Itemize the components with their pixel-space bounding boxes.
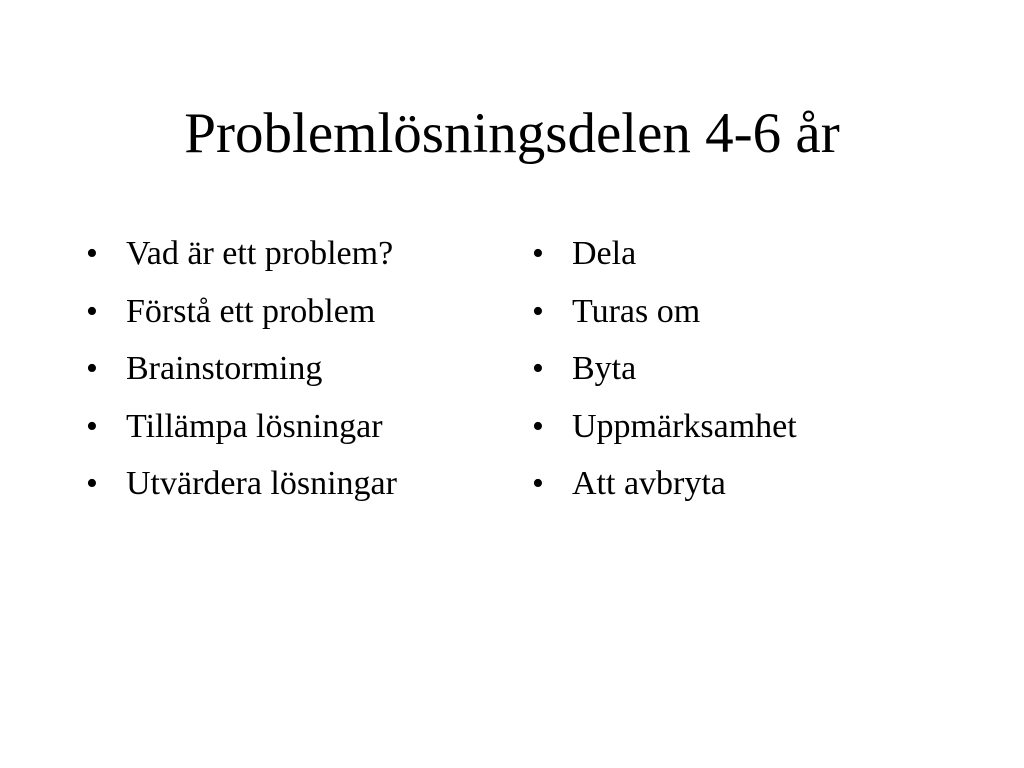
bullet-text: Brainstorming — [126, 350, 323, 387]
bullet-text: Dela — [572, 235, 637, 272]
bullet-item — [86, 347, 506, 405]
bullet-text: Vad är ett problem? — [126, 235, 394, 272]
bullet-text: Byta — [572, 350, 637, 387]
bullet-item — [86, 290, 506, 348]
bullet-icon: • — [532, 465, 544, 502]
bullet-item — [532, 232, 952, 290]
bullet-icon: • — [532, 407, 544, 445]
bullet-item — [532, 462, 952, 520]
bullet-text: Turas om — [572, 292, 701, 330]
slide-title: Problemlösningsdelen 4-6 år — [184, 102, 840, 165]
bullet-icon: • — [86, 292, 98, 330]
left-bullet-list — [86, 232, 506, 520]
bullet-text: Utvärdera lösningar — [126, 465, 397, 502]
bullet-text: Tillämpa lösningar — [126, 407, 383, 445]
bullet-item — [532, 405, 952, 463]
bullet-item — [532, 290, 952, 348]
bullet-icon: • — [86, 407, 98, 445]
bullet-icon: • — [86, 465, 98, 502]
bullet-icon: • — [86, 350, 98, 387]
bullet-item — [86, 405, 506, 463]
bullet-icon: • — [532, 235, 544, 272]
bullet-icon: • — [532, 350, 544, 387]
bullet-text: Förstå ett problem — [126, 292, 376, 330]
bullet-item — [86, 462, 506, 520]
bullet-icon: • — [532, 292, 544, 330]
bullet-text: Att avbryta — [572, 465, 726, 502]
right-bullet-list — [532, 232, 952, 520]
bullet-icon: • — [86, 235, 98, 272]
bullet-text: Uppmärksamhet — [572, 407, 797, 445]
bullet-item — [532, 347, 952, 405]
bullet-item — [86, 232, 506, 290]
